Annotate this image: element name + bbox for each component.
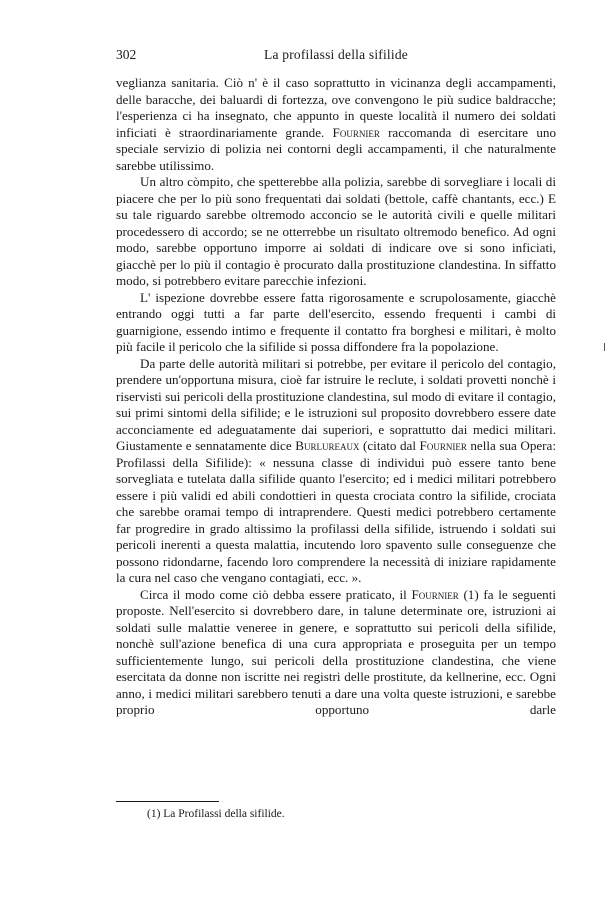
- paragraph: [116, 174, 556, 290]
- text-run: nella sua Opera: Profilassi della Sifilide): « nessuna classe di individui può essere tanto bene sorvegliata e tutelata dalla sifilide quanto l'esercito; ed i medici militari potrebbero essere i più validi ed abili condottieri in questa crociata contro la sifilide, crociata che sarebbe oramai tempo di intraprendere. Questi medici potrebbero certamente far progredire in grado altissimo la profilassi della sifilide, istruendo i soldati sui pericoli inerenti a questa malattia, incutendo loro spavento sulle conseguenze che possono ridondarne, facendo loro comprendere la necessità di iniziare rapidamente la cura nel caso che vengano contagiati, ecc. ».: [116, 438, 556, 585]
- text-run: raccomanda di esercitare uno speciale servizio di polizia nei contorni degli accampamenti, il che naturalmente sarebbe utilissimo.: [116, 124, 556, 173]
- scan-speck: [604, 343, 605, 351]
- body-text: [116, 75, 556, 719]
- author-name: Fournier: [332, 124, 380, 140]
- footnote-rule: [116, 801, 219, 802]
- paragraph: [116, 356, 556, 587]
- text-run: (1) fa le seguenti proposte. Nell'esercito si dovrebbero dare, in talune determinate ore, istruzioni ai soldati sulle malattie veneree in genere, e soprattutto sui pericoli della sifilide, nonchè sull'azione benefica di una cura appropriata e proseguita per un tempo sufficientemente lungo, sui pericoli della prostituzione clandestina, che viene esercitata da donne non iscritte nei registri delle prostitute, da kellnerine, ecc. Ogni anno, i medici militari sarebbero tenuti a dare una volta queste istruzioni, e sarebbe proprio opportuno darle: [116, 586, 556, 717]
- paragraph: [116, 75, 556, 174]
- author-name: Burlureaux: [295, 438, 360, 453]
- text-run: Circa il modo come ciò debba essere praticato, il: [140, 586, 412, 602]
- page-header: [116, 47, 556, 65]
- text-run: (citato dal: [359, 438, 420, 453]
- text-run: Da parte delle autorità militari si potrebbe, per evitare il pericolo del contagio, prendere un'opportuna misura, cioè far istruire le reclute, i soldati provetti nonchè i riservisti sui pericoli della prostituzione clandestina, sul modo di evitare il contagio, sui primi sintomi della sifilide; e le istruzioni sul proposito dovrebbero essere date acconciamente ed adeguatamente dai superiori, e soprattutto dai medici militari. Giustamente e sennatamente dice: [116, 355, 556, 453]
- footnote: (1) La Profilassi della sifilide.: [147, 808, 285, 820]
- page-number: 302: [116, 47, 137, 62]
- paragraph: [116, 587, 556, 719]
- author-name: Fournier: [411, 586, 459, 602]
- text-run: Un altro còmpito, che spetterebbe alla polizia, sarebbe di sorvegliare i locali di piacere che per lo più sono frequentati dai soldati (bettole, caffè chantants, ecc.) E su tale riguardo sarebbe oltremodo acconcio se le autorità civili e quelle militari procedessero di accordo; se ne otterrebbe un risultato oltremodo benefico. Ad ogni modo, sarebbe opportuno imporre ai soldati di indicare ove si sono inficiati, giacchè per lo più il contagio è procurato dalla prostituzione clandestina. In siffatto modo, si potrebbero evitare parecchie infezioni.: [116, 174, 556, 288]
- paragraph: [116, 290, 556, 356]
- author-name: Fournier: [419, 438, 467, 453]
- text-run: L' ispezione dovrebbe essere fatta rigorosamente e scrupolosamente, giacchè entrando oggi tutti a far parte dell'esercito, essendo frequenti i cambi di guarnigione, essendo intimo e frequente il contatto fra borghesi e militari, è molto più facile il pericolo che la sifilide si possa diffondere fra la popolazione.: [116, 289, 556, 354]
- text-run: veglianza sanitaria. Ciò n' è il caso soprattutto in vicinanza degli accampamenti, delle baracche, dei baluardi di fortezza, ove convengono le più sudice baldracche; l'esperienza ci ha insegnato, che appunto in queste località il numero dei soldati inficiati è straordinariamente grande.: [116, 75, 556, 140]
- running-title: La profilassi della sifilide: [264, 47, 408, 62]
